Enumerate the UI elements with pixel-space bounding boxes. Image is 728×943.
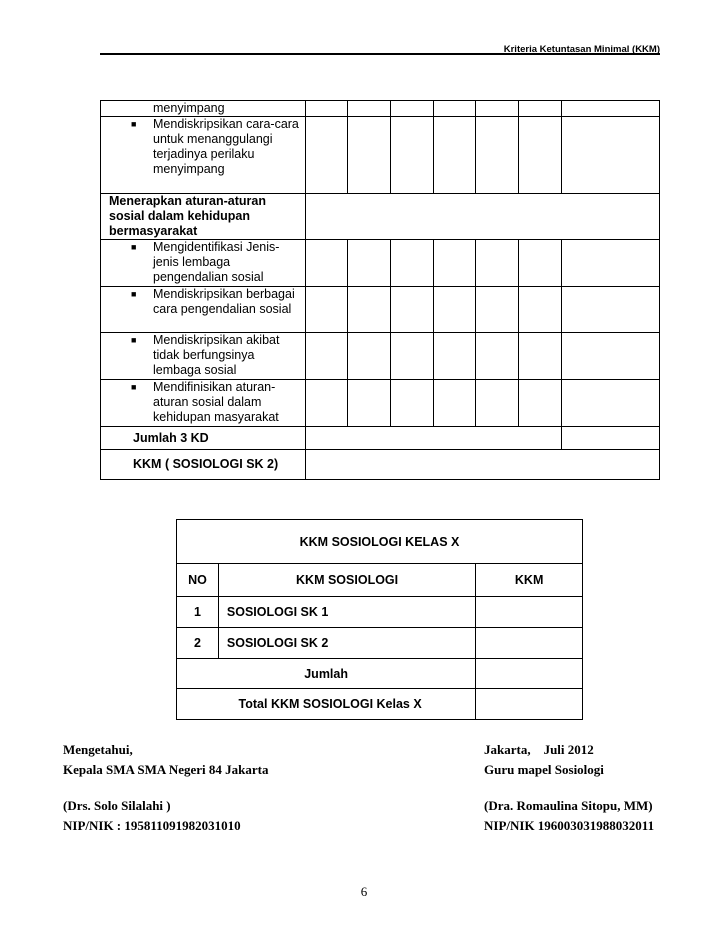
signature-left-line1: Mengetahui, — [63, 742, 133, 757]
signature-right-name: (Dra. Romaulina Sitopu, MM) — [484, 798, 653, 813]
table-row — [101, 287, 660, 333]
table-row — [177, 520, 583, 564]
table-row — [177, 628, 583, 659]
table-header-row — [177, 564, 583, 597]
col-header-kkm: KKM — [476, 564, 583, 597]
row-name: SOSIOLOGI SK 1 — [218, 597, 475, 628]
kkm-summary-table — [176, 519, 583, 720]
table-row — [177, 689, 583, 720]
row-name: SOSIOLOGI SK 2 — [218, 628, 475, 659]
total-label: Total KKM SOSIOLOGI Kelas X — [177, 689, 476, 720]
table-row — [101, 333, 660, 380]
jumlah-label: Jumlah — [177, 659, 476, 689]
indicator-cell — [101, 101, 306, 117]
table-row — [101, 194, 660, 240]
competency-heading-text: Menerapkan aturan-aturan sosial dalam kehidupan bermasyarakat — [109, 194, 266, 238]
kd-indicator-table — [100, 100, 660, 480]
indicator-text: Mendiskripsikan berbagai cara pengendalian sosial — [153, 287, 295, 316]
signature-left-nip: NIP/NIK : 195811091982031010 — [63, 818, 241, 833]
table-row — [101, 450, 660, 480]
row-no: 2 — [177, 628, 219, 659]
row-no: 1 — [177, 597, 219, 628]
signature-right-line1: Jakarta, Juli 2012 — [484, 742, 594, 757]
bullet-icon: ■ — [131, 382, 137, 392]
bullet-icon: ■ — [131, 119, 137, 129]
indicator-text: Mendifinisikan aturan-aturan sosial dalam kehidupan masyarakat — [153, 380, 279, 424]
table-row — [101, 427, 660, 450]
row-kkm-value — [476, 628, 583, 659]
indicator-text: Mendiskripsikan akibat tidak berfungsinya lembaga sosial — [153, 333, 280, 377]
indicator-text: Mendiskripsikan cara-cara untuk menanggulangi terjadinya perilaku menyimpang — [153, 117, 299, 176]
table-row — [177, 597, 583, 628]
signature-left-line2: Kepala SMA SMA Negeri 84 Jakarta — [63, 762, 269, 777]
page-header-title: Kriteria Ketuntasan Minimal (KKM) — [503, 44, 660, 55]
table-row — [101, 240, 660, 287]
kkm-table-title: KKM SOSIOLOGI KELAS X — [177, 520, 583, 564]
row-kkm-value — [476, 597, 583, 628]
col-header-no: NO — [177, 564, 219, 597]
indicator-cell — [101, 117, 306, 194]
signature-right-nip: NIP/NIK 196003031988032011 — [484, 818, 655, 833]
table-row — [101, 101, 660, 117]
signature-right-line2: Guru mapel Sosiologi — [484, 762, 604, 777]
bullet-icon: ■ — [131, 242, 137, 252]
table-row — [177, 659, 583, 689]
bullet-icon: ■ — [131, 335, 137, 345]
page-number: 6 — [360, 884, 368, 899]
col-header-name: KKM SOSIOLOGI — [218, 564, 475, 597]
indicator-text: Mengidentifikasi Jenis-jenis lembaga pengendalian sosial — [153, 240, 280, 284]
indicator-text: menyimpang — [153, 101, 225, 115]
table-row — [101, 380, 660, 427]
kkm-sk2-label: KKM ( SOSIOLOGI SK 2) — [101, 450, 306, 480]
bullet-icon: ■ — [131, 289, 137, 299]
table-row — [101, 117, 660, 194]
signature-left-name: (Drs. Solo Silalahi ) — [63, 798, 171, 813]
header-rule — [100, 53, 660, 55]
competency-heading — [101, 194, 306, 240]
jumlah-kd-label: Jumlah 3 KD — [101, 427, 306, 450]
